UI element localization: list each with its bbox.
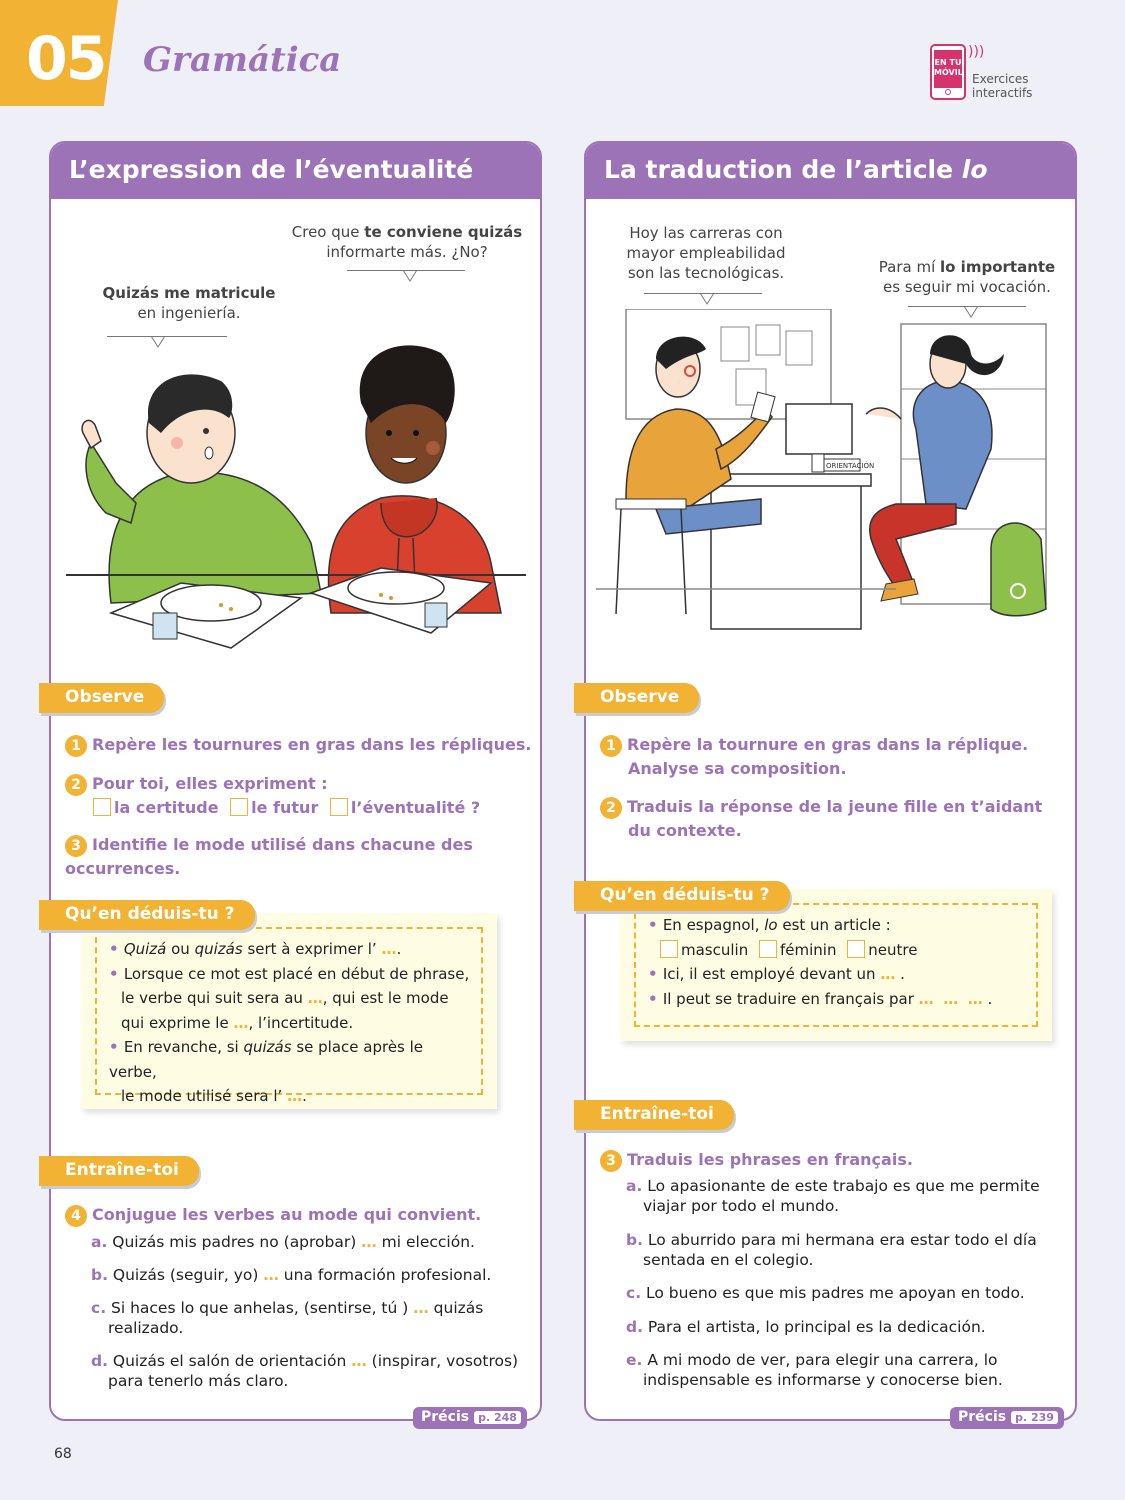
- mobile-badge: EN TU MÓVIL: [934, 50, 962, 88]
- speech-bubble-2: Para mí lo importante es seguir mi vocación.: [878, 258, 1056, 296]
- deduce-tab: Qu’en déduis-tu ?: [574, 881, 790, 911]
- panel-title: L’expression de l’éventualité: [69, 155, 474, 184]
- question-3: 3 Identifie le mode utilisé dans chacune des occurrences.: [65, 835, 473, 878]
- signal-icon: ))): [968, 44, 985, 60]
- panel-eventualite: [49, 141, 542, 1425]
- practice-tab: Entraîne-toi: [574, 1100, 734, 1130]
- exercise-b: b. Quizás (seguir, yo) … una formación profesional.: [91, 1266, 492, 1284]
- panel-article-lo: [584, 141, 1077, 1425]
- deduce-box: • En espagnol, lo est un article : masculin féminin neutre • Ici, il est employé devant un … . • Il peut se traduire en français par … … … .: [620, 889, 1052, 1041]
- observe-tab: Observe: [574, 683, 699, 713]
- checkbox-feminin[interactable]: [759, 940, 777, 958]
- checkbox-futur[interactable]: [230, 798, 248, 816]
- question-1: 1 Repère la tournure en gras dans la réplique. Analyse sa composition.: [600, 733, 1028, 780]
- exercise-d: d. Para el artista, lo principal es la dedicación.: [626, 1318, 986, 1336]
- page-number: 68: [54, 1446, 72, 1462]
- question-3: 3 Traduis les phrases en français.: [600, 1148, 913, 1172]
- exercise-c: c. Si haces lo que anhelas, (sentirse, tú ) … quizás realizado.: [91, 1299, 484, 1337]
- mobile-text: Exercices interactifs: [972, 72, 1033, 100]
- observe-tab: Observe: [39, 683, 164, 713]
- practice-tab: Entraîne-toi: [39, 1156, 199, 1186]
- precis-link[interactable]: Précis p. 239: [950, 1407, 1064, 1429]
- panel-title: La traduction de l’article lo: [604, 155, 988, 184]
- speech-bubble-1: Quizás me matricule en ingeniería.: [102, 284, 276, 322]
- precis-link[interactable]: Précis p. 248: [413, 1407, 527, 1429]
- checkbox-certitude[interactable]: [93, 798, 111, 816]
- deduce-box: • Quizá ou quizás sert à exprimer l’ …. • Lorsque ce mot est placé en début de phrase, le verbe qui suit sera au …, qui est le mode qui exprime le …, l’incertitude. • En revanche, si quizás se place après le verbe, le mode utilisé sera l’ ….: [81, 913, 497, 1109]
- question-2: 2 Pour toi, elles expriment : la certitude le futur l’éventualité ?: [65, 772, 480, 819]
- chapter-number: 05: [26, 24, 106, 94]
- checkbox-eventualite[interactable]: [330, 798, 348, 816]
- exercise-e: e. A mi modo de ver, para elegir una carrera, lo indispensable es informarse y conocerse bien.: [626, 1351, 1003, 1389]
- exercise-a: a. Quizás mis padres no (aprobar) … mi elección.: [91, 1233, 475, 1251]
- question-2: 2 Traduis la réponse de la jeune fille en t’aidant du contexte.: [600, 795, 1042, 842]
- exercise-b: b. Lo aburrido para mi hermana era estar todo el día sentada en el colegio.: [626, 1231, 1037, 1269]
- orientation-illustration: [596, 309, 1066, 639]
- speech-bubble-2: Creo que te conviene quizás informarte más. ¿No?: [291, 223, 523, 261]
- question-1: 1 Repère les tournures en gras dans les répliques.: [65, 733, 531, 757]
- students-illustration: [61, 313, 531, 663]
- deduce-tab: Qu’en déduis-tu ?: [39, 900, 255, 930]
- exercise-c: c. Lo bueno es que mis padres me apoyan en todo.: [626, 1284, 1025, 1302]
- exercise-d: d. Quizás el salón de orientación … (inspirar, vosotros) para tenerlo más claro.: [91, 1352, 519, 1390]
- chapter-title: Gramática: [143, 40, 342, 80]
- orientation-sign: ORIENTACIÓN: [826, 462, 875, 470]
- interactive-exercises-link[interactable]: [930, 44, 1040, 104]
- speech-bubble-1: Hoy las carreras con mayor empleabilidad son las tecnológicas.: [626, 224, 786, 282]
- checkbox-neutre[interactable]: [847, 940, 865, 958]
- phone-icon: [930, 44, 966, 100]
- panel-header: [586, 143, 1075, 199]
- checkbox-masculin[interactable]: [660, 940, 678, 958]
- exercise-a: a. Lo apasionante de este trabajo es que me permite viajar por todo el mundo.: [626, 1177, 1040, 1215]
- question-4: 4 Conjugue les verbes au mode qui convient.: [65, 1203, 481, 1227]
- panel-header: [51, 143, 540, 199]
